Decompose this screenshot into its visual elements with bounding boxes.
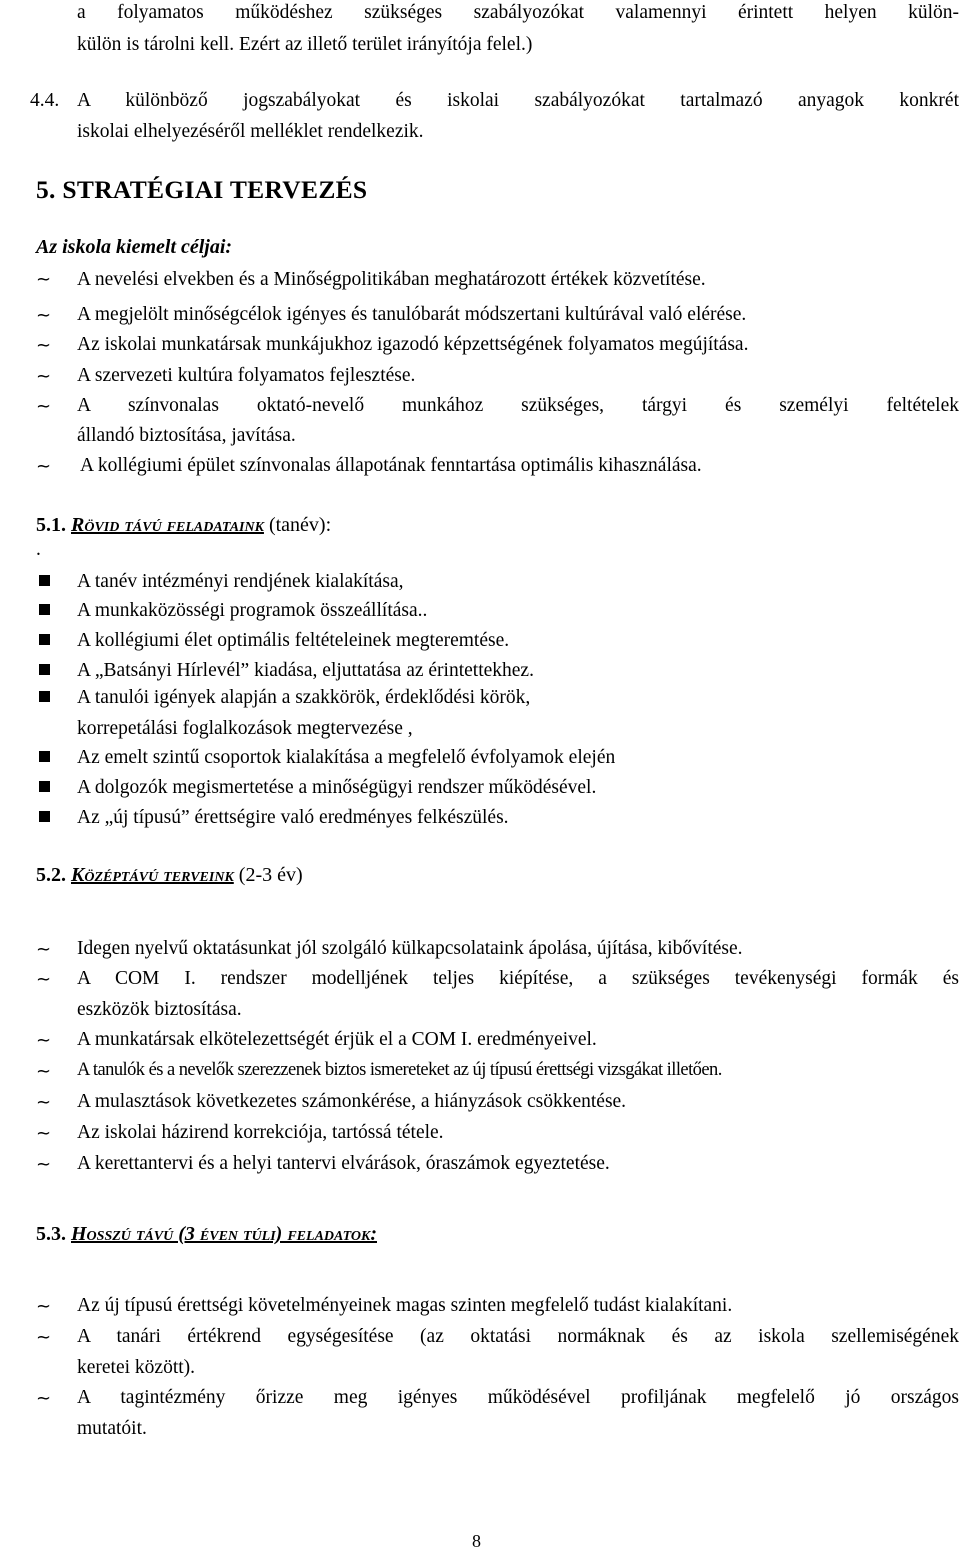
page-number: 8: [472, 1531, 481, 1551]
long-term-item: A tanári értékrend egységesítése (az oktatási normáknak és az iskola szellemiségének: [77, 1326, 959, 1347]
tilde-bullet-icon: ~: [36, 456, 52, 477]
goal-item: A kollégiumi épület színvonalas állapotának fenntartása optimális kihasználása.: [80, 455, 702, 476]
tilde-bullet-icon: ~: [36, 1030, 52, 1051]
goal-item-continuation: állandó biztosítása, javítása.: [77, 425, 296, 446]
item-4-4-line-1: A különböző jogszabályokat és iskolai szabályozókat tartalmazó anyagok konkrét: [77, 90, 959, 111]
tilde-bullet-icon: ~: [36, 1327, 52, 1348]
continuation-line-1: a folyamatos működéshez szükséges szabályozókat valamennyi érintett helyen külön-: [77, 2, 959, 23]
task-item: Az „új típusú” érettségire való eredményes felkészülés.: [77, 807, 509, 828]
goal-item: Az iskolai munkatársak munkájukhoz igazodó képzettségének folyamatos megújítása.: [77, 334, 749, 355]
task-item: A munkaközösségi programok összeállítása..: [77, 600, 428, 621]
task-item: A dolgozók megismertetése a minőségügyi rendszer működésével.: [77, 777, 597, 798]
plan-item-continuation: eszközök biztosítása.: [77, 999, 242, 1020]
square-bullet-icon: [39, 664, 50, 675]
square-bullet-icon: [39, 691, 50, 702]
tilde-bullet-icon: ~: [36, 269, 52, 290]
long-term-item-continuation: keretei között).: [77, 1357, 196, 1378]
tilde-bullet-icon: ~: [36, 305, 52, 326]
task-item-continuation: korrepetálási foglalkozások megtervezése ,: [77, 718, 413, 739]
tilde-bullet-icon: ~: [36, 969, 52, 990]
square-bullet-icon: [39, 781, 50, 792]
stray-dot: .: [36, 539, 41, 560]
plan-item: A COM I. rendszer modelljének teljes kiépítése, a szükséges tevékenységi formák és: [77, 968, 959, 989]
task-item: A tanév intézményi rendjének kialakítása,: [77, 571, 404, 592]
goal-item: A megjelölt minőségcélok igényes és tanulóbarát módszertani kultúrával való elérése.: [77, 304, 747, 325]
plan-item: Idegen nyelvű oktatásunkat jól szolgáló külkapcsolataink ápolása, újítása, kibővítése.: [77, 938, 743, 959]
tilde-bullet-icon: ~: [36, 396, 52, 417]
tilde-bullet-icon: ~: [36, 939, 52, 960]
goals-label: Az iskola kiemelt céljai:: [36, 236, 233, 258]
item-4-4-line-2: iskolai elhelyezéséről melléklet rendelkezik.: [77, 121, 424, 142]
long-term-item-continuation: mutatóit.: [77, 1418, 147, 1439]
tilde-bullet-icon: ~: [36, 1154, 52, 1175]
long-term-item: Az új típusú érettségi követelményeinek magas szinten megfelelő tudást kialakítani.: [77, 1295, 733, 1316]
task-item: A kollégiumi élet optimális feltételeinek megteremtése.: [77, 630, 510, 651]
section-5-3-heading: [36, 1224, 377, 1244]
task-item: A tanulói igények alapján a szakkörök, érdeklődési körök,: [77, 687, 531, 708]
section-5-1-heading: [36, 515, 331, 535]
section-5-2-number: 5.2.: [36, 864, 66, 886]
goal-item: A színvonalas oktató-nevelő munkához szükséges, tárgyi és személyi feltételek: [77, 395, 959, 416]
section-5-2-title: Középtávú terveink: [71, 864, 234, 886]
section-5-2-heading: [36, 865, 303, 885]
section-5-2-suffix: (2-3 év): [238, 864, 303, 886]
long-term-item: A tagintézmény őrizze meg igényes működésével profiljának megfelelő jó országos: [77, 1387, 959, 1408]
square-bullet-icon: [39, 751, 50, 762]
square-bullet-icon: [39, 575, 50, 586]
square-bullet-icon: [39, 604, 50, 615]
goal-item: A nevelési elvekben és a Minőségpolitikában meghatározott értékek közvetítése.: [77, 269, 706, 290]
plan-item: Az iskolai házirend korrekciója, tartóssá tétele.: [77, 1122, 444, 1143]
continuation-line-2: külön is tárolni kell. Ezért az illető terület irányítója felel.): [77, 34, 533, 55]
tilde-bullet-icon: ~: [36, 366, 52, 387]
tilde-bullet-icon: ~: [36, 1123, 52, 1144]
tilde-bullet-icon: ~: [36, 335, 52, 356]
task-item: Az emelt szintű csoportok kialakítása a megfelelő évfolyamok elején: [77, 747, 616, 768]
plan-item: A mulasztások következetes számonkérése, a hiányzások csökkentése.: [77, 1091, 627, 1112]
tilde-bullet-icon: ~: [36, 1296, 52, 1317]
square-bullet-icon: [39, 811, 50, 822]
section-5-1-number: 5.1.: [36, 514, 66, 536]
plan-item: A tanulók és a nevelők szerezzenek biztos ismereteket az új típusú érettségi vizsgákat illetően.: [77, 1060, 722, 1080]
task-item: A „Batsányi Hírlevél” kiadása, eljuttatása az érintettekhez.: [77, 660, 534, 681]
section-5-3-title: Hosszú távú (3 éven túli) feladatok:: [71, 1223, 377, 1245]
tilde-bullet-icon: ~: [36, 1092, 52, 1113]
section-5-1-suffix: (tanév):: [268, 514, 332, 536]
goal-item: A szervezeti kultúra folyamatos fejlesztése.: [77, 365, 416, 386]
tilde-bullet-icon: ~: [36, 1061, 52, 1082]
square-bullet-icon: [39, 634, 50, 645]
item-4-4-number: 4.4.: [30, 90, 60, 111]
plan-item: A kerettantervi és a helyi tantervi elvárások, óraszámok egyeztetése.: [77, 1153, 610, 1174]
tilde-bullet-icon: ~: [36, 1388, 52, 1409]
section-5-3-number: 5.3.: [36, 1223, 66, 1245]
section-5-1-title: Rövid távú feladataink: [71, 514, 264, 536]
section-5-heading: 5. STRATÉGIAI TERVEZÉS: [36, 175, 368, 204]
plan-item: A munkatársak elkötelezettségét érjük el a COM I. eredményeivel.: [77, 1029, 597, 1050]
